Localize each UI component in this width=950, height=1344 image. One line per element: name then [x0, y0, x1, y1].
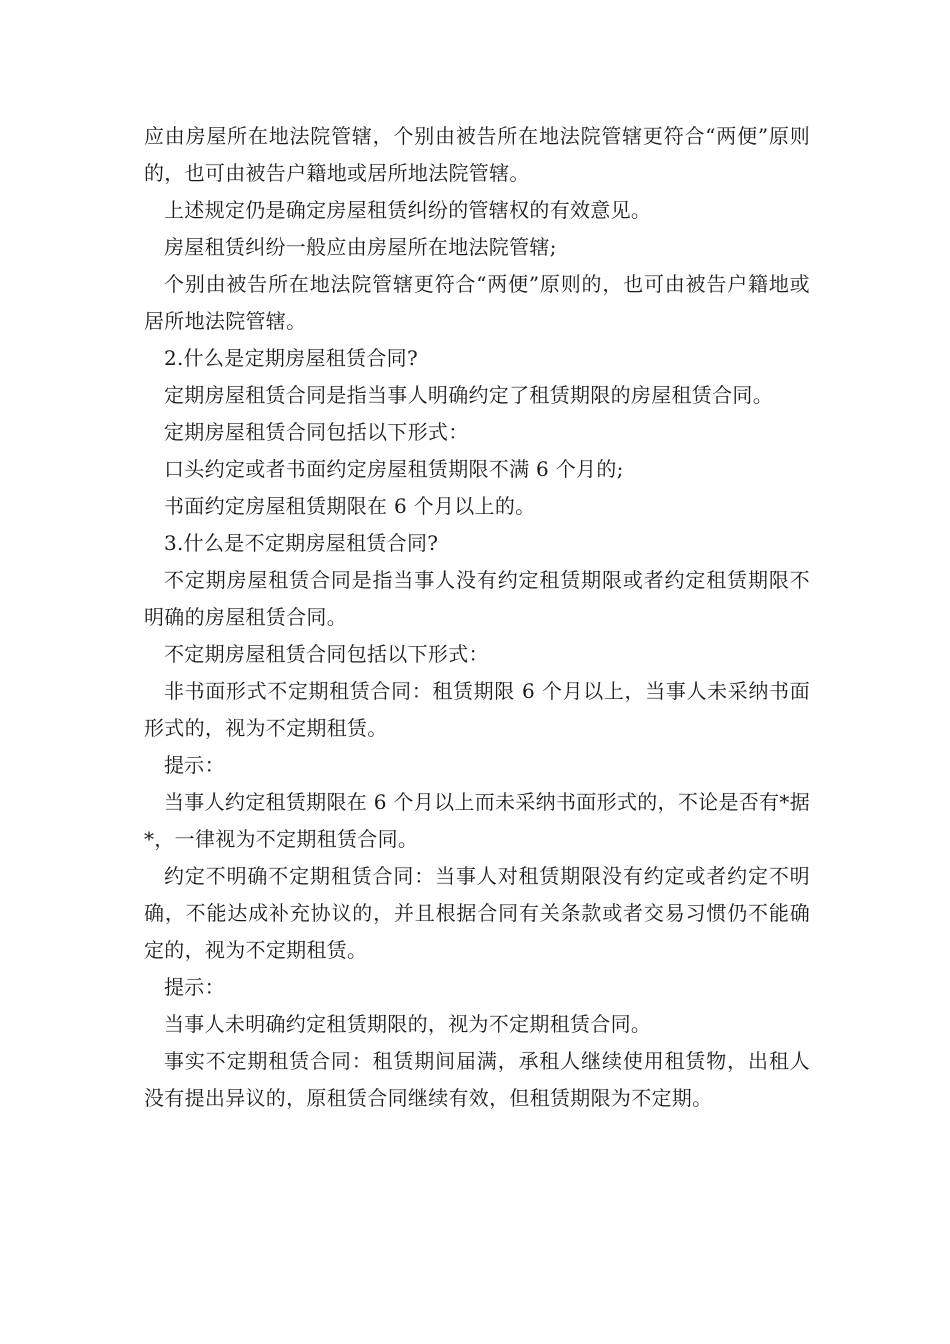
paragraph-19: 事实不定期租赁合同：租赁期间届满，承租人继续使用租赁物，出租人没有提出异议的，原租赁合同继续有效，但租赁期限为不定期。: [144, 1049, 810, 1110]
paragraph-11: 不定期房屋租赁合同是指当事人没有约定租赁期限或者约定租赁期限不明确的房屋租赁合同。: [144, 568, 810, 629]
tip-label-1: 提示：: [164, 753, 225, 777]
paragraph-16: 约定不明确不定期租赁合同：当事人对租赁期限没有约定或者约定不明确，不能达成补充协议的，并且根据合同有关条款或者交易习惯仍不能确定的，视为不定期租赁。: [144, 864, 810, 962]
paragraph-7: 定期房屋租赁合同包括以下形式：: [164, 420, 469, 444]
paragraph-8: 口头约定或者书面约定房屋租赁期限不满 6 个月的;: [164, 457, 624, 481]
paragraph-13: 非书面形式不定期租赁合同：租赁期限 6 个月以上，当事人未采纳书面形式的，视为不定期租赁。: [144, 679, 810, 740]
paragraph-4: 个别由被告所在地法院管辖更符合“两便”原则的，也可由被告户籍地或居所地法院管辖。: [144, 272, 810, 333]
paragraph-1: 应由房屋所在地法院管辖，个别由被告所在地法院管辖更符合“两便”原则的，也可由被告户籍地或居所地法院管辖。: [144, 124, 810, 185]
paragraph-18: 当事人未明确约定租赁期限的，视为不定期租赁合同。: [164, 1012, 652, 1036]
paragraph-2: 上述规定仍是确定房屋租赁纠纷的管辖权的有效意见。: [164, 198, 652, 222]
section-heading-3: 3.什么是不定期房屋租赁合同?: [164, 531, 439, 555]
section-heading-2: 2.什么是定期房屋租赁合同?: [164, 346, 419, 370]
paragraph-15: 当事人约定租赁期限在 6 个月以上而未采纳书面形式的，不论是否有*据*，一律视为不定期租赁合同。: [144, 790, 810, 851]
paragraph-12: 不定期房屋租赁合同包括以下形式：: [164, 642, 489, 666]
paragraph-6: 定期房屋租赁合同是指当事人明确约定了租赁期限的房屋租赁合同。: [164, 383, 773, 407]
tip-label-2: 提示：: [164, 975, 225, 999]
paragraph-9: 书面约定房屋租赁期限在 6 个月以上的。: [164, 494, 536, 518]
paragraph-3: 房屋租赁纠纷一般应由房屋所在地法院管辖;: [164, 235, 557, 259]
document-body: [144, 118, 810, 1117]
